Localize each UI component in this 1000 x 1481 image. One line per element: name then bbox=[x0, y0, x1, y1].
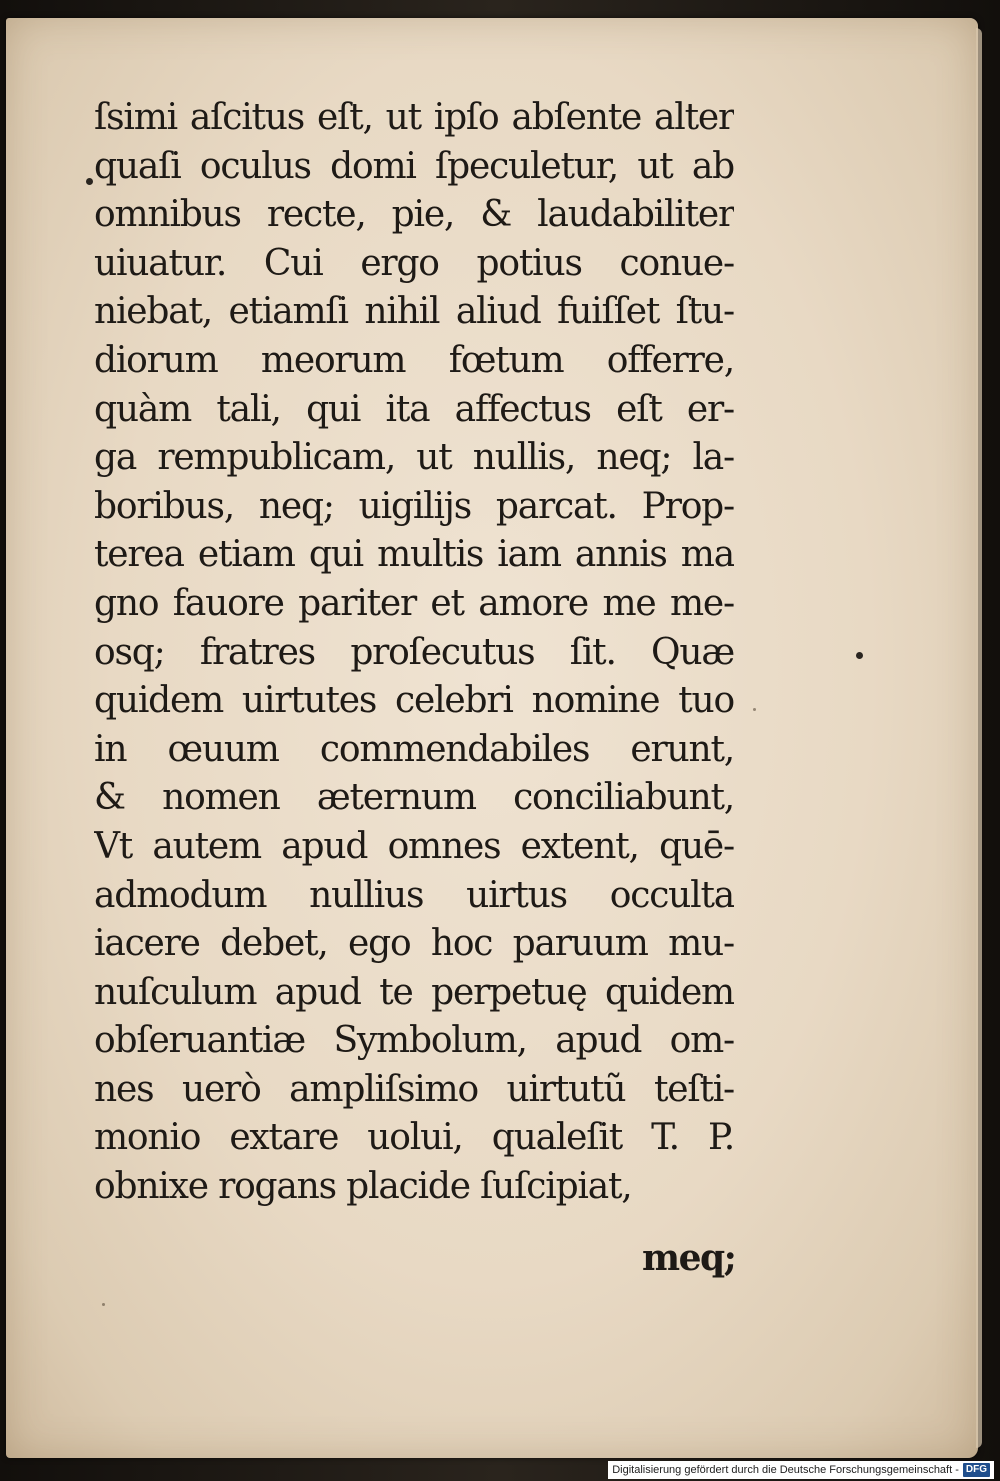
text-line: boribus, neq; uigilijs parcat. Prop- bbox=[94, 485, 734, 527]
text-line: obnixe rogans placide ſuſcipiat, bbox=[94, 1166, 632, 1208]
credit-text: Digitalisierung gefördert durch die Deutsche Forschungsgemeinschaft - bbox=[612, 1464, 959, 1476]
text-line: admodum nullius uirtus occulta bbox=[94, 874, 734, 916]
text-line: ga rempublicam, ut nullis, neq; la- bbox=[94, 437, 734, 479]
text-line: in œuum commendabiles erunt, bbox=[94, 728, 734, 770]
text-line: quaſi oculus domi ſpeculetur, ut ab bbox=[94, 145, 734, 187]
book-page bbox=[6, 18, 978, 1458]
text-line: monio extare uolui, qualeſit T. P. bbox=[94, 1117, 734, 1159]
text-line: iacere debet, ego hoc paruum mu- bbox=[94, 923, 734, 965]
text-line: quàm tali, qui ita affectus eſt er- bbox=[94, 388, 734, 430]
text-line: obſeruantiæ Symbolum, apud om- bbox=[94, 1020, 734, 1062]
paper-speck bbox=[753, 708, 756, 711]
text-line: Vt autem apud omnes extent, quē- bbox=[94, 825, 734, 867]
text-block bbox=[94, 94, 734, 1212]
text-line: ſsimi aſcitus eſt, ut ipſo abſente alter bbox=[94, 97, 734, 138]
text-line: niebat, etiamſi nihil aliud fuiſſet ſtu- bbox=[94, 291, 734, 333]
text-line: & nomen æternum conciliabunt, bbox=[94, 777, 734, 819]
page-edge bbox=[976, 28, 982, 1448]
text-line: nes uerò ampliſsimo uirtutũ teſti- bbox=[94, 1068, 734, 1110]
ink-dot bbox=[86, 178, 93, 185]
text-line: osq; fratres proſecutus ſit. Quæ bbox=[94, 631, 734, 673]
ink-dot bbox=[856, 652, 863, 659]
dfg-logo: DFG bbox=[963, 1463, 990, 1477]
text-line: omnibus recte, pie, & laudabiliter bbox=[94, 194, 734, 236]
digitization-credit bbox=[608, 1461, 994, 1479]
text-line: quidem uirtutes celebri nomine tuo bbox=[94, 680, 734, 722]
text-line: terea etiam qui multis iam annis ma bbox=[94, 534, 734, 576]
catchword: meq; bbox=[642, 1237, 736, 1279]
text-line: nuſculum apud te perpetuę quidem bbox=[94, 971, 734, 1013]
text-line: uiuatur. Cui ergo potius conue- bbox=[94, 242, 734, 284]
paper-speck bbox=[102, 1303, 105, 1306]
text-line: gno fauore pariter et amore me me- bbox=[94, 582, 734, 624]
text-line: diorum meorum fœtum offerre, bbox=[94, 339, 734, 381]
